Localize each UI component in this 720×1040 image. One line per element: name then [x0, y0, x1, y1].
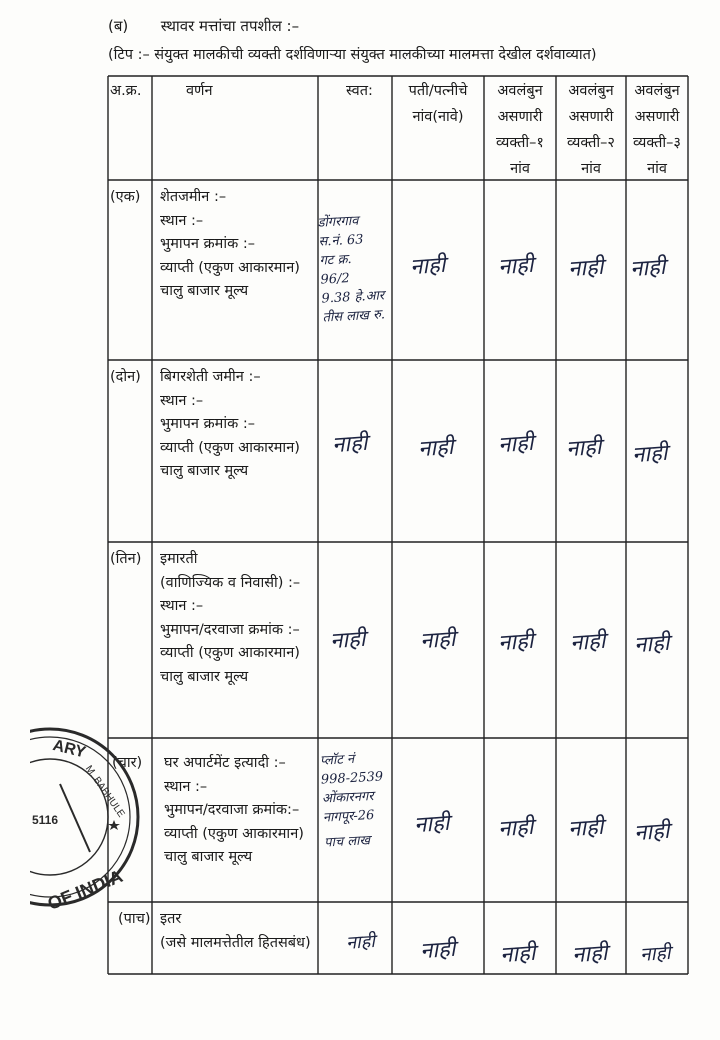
row-number: (तिन)	[110, 551, 142, 567]
seal-text-name: M. BABHULE	[82, 763, 127, 820]
handwritten-entry: नाही	[565, 434, 603, 463]
column-header-dependent-3: अवलंबुन असणारी व्यक्ती–३ नांव	[633, 83, 681, 177]
column-header-self: स्वत:	[346, 83, 373, 99]
handwritten-self-agri-land: डोंगरगाव स.नं. 63 गट क्र. 96/2 9.38 हे.आर तीस लाख रु.	[317, 213, 386, 326]
handwritten-entry: नाही	[639, 941, 672, 967]
row-number: (एक)	[110, 189, 141, 205]
handwritten-entry: नाही	[633, 818, 671, 847]
row-number: (दोन)	[110, 369, 141, 385]
section-title: स्थावर मत्तांचा तपशील :–	[160, 17, 300, 35]
row-number: (पाच)	[118, 911, 151, 927]
star-icon	[108, 820, 120, 830]
handwritten-entry: नाही	[567, 254, 605, 283]
handwritten-entry: नाही	[417, 434, 455, 463]
handwritten-entry: नाही	[409, 252, 447, 281]
section-heading	[108, 16, 299, 36]
section-note: (टिप :– संयुक्त मालकीची व्यक्ती दर्शविणाऱ्या संयुक्त मालकीच्या मालमत्ता देखील दर्शवाव्यात)	[108, 47, 597, 63]
column-header-spouse: पती/पत्नीचे नांव(नावे)	[408, 83, 468, 125]
row-description: शेतजमीन :– स्थान :– भुमापन क्रमांक :– व्याप्ती (एकुण आकारमान) चालु बाजार मूल्य	[160, 189, 300, 299]
handwritten-entry: नाही	[497, 252, 535, 281]
column-header-serial: अ.क्र.	[110, 83, 142, 99]
section-number: (ब)	[108, 17, 129, 35]
handwritten-entry: नाही	[571, 940, 609, 969]
handwritten-entry: नाही	[569, 628, 607, 657]
column-header-dependent-1: अवलंबुन असणारी व्यक्ती–१ नांव	[496, 83, 544, 177]
column-header-dependent-2: अवलंबुन असणारी व्यक्ती–२ नांव	[567, 83, 615, 177]
handwritten-entry: नाही	[413, 810, 451, 839]
row-description: घर अपार्टमेंट इत्यादी :– स्थान :– भुमापन/दरवाजा क्रमांक:– व्याप्ती (एकुण आकारमान) चालु बाजार मूल्य	[164, 755, 304, 865]
handwritten-entry: नाही	[345, 931, 376, 954]
handwritten-entry: नाही	[419, 626, 457, 655]
handwritten-entry: नाही	[633, 630, 671, 659]
column-header-description: वर्णन	[186, 83, 213, 99]
row-description: इमारती (वाणिज्यिक व निवासी) :– स्थान :– भुमापन/दरवाजा क्रमांक :– व्याप्ती (एकुण आकारमान) चालु बाजार मूल्य	[160, 551, 301, 685]
handwritten-entry: नाही	[497, 430, 535, 459]
handwritten-entry: नाही	[629, 254, 667, 283]
handwritten-entry: नाही	[497, 628, 535, 657]
handwritten-entry: नाही	[331, 430, 369, 459]
handwritten-entry: नाही	[419, 936, 457, 965]
seal-text-number: 5116	[32, 813, 59, 827]
row-description: इतर (जसे मालमत्तेतील हितसबंध)	[160, 911, 311, 951]
handwritten-entry: नाही	[499, 940, 537, 969]
handwritten-entry: नाही	[329, 626, 367, 655]
handwritten-entry: नाही	[631, 440, 669, 469]
row-number: (चार)	[112, 755, 143, 771]
seal-text-top: ARY	[51, 736, 88, 762]
row-description: बिगरशेती जमीन :– स्थान :– भुमापन क्रमांक :– व्याप्ती (एकुण आकारमान) चालु बाजार मूल्य	[160, 369, 300, 479]
seal-text-bottom: OF INDIA	[44, 865, 126, 915]
handwritten-entry: नाही	[567, 814, 605, 843]
handwritten-self-house: प्लॉट नं 998-2539 ओंकारनगर नागपूर-26 पाच लाख	[319, 751, 384, 851]
handwritten-entry: नाही	[497, 814, 535, 843]
